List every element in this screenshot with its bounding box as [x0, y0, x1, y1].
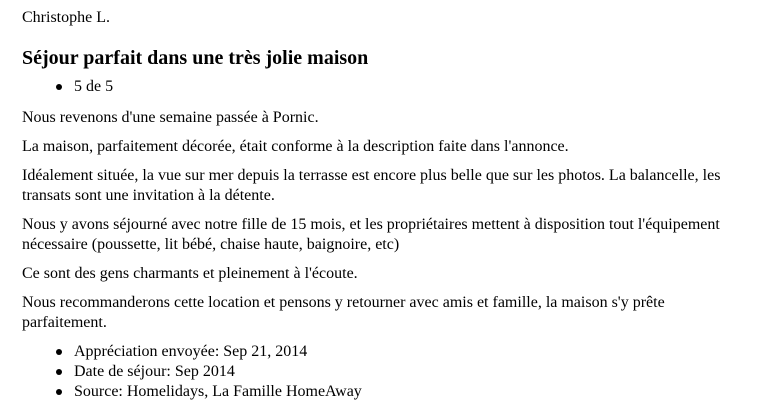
- meta-text: Appréciation envoyée: Sep 21, 2014: [74, 343, 308, 360]
- meta-text: Source: Homelidays, La Famille HomeAway: [74, 383, 362, 400]
- bullet-icon: [56, 84, 62, 90]
- review-stay-date: [74, 362, 722, 382]
- review-title: Séjour parfait dans une très jolie maison: [22, 47, 369, 69]
- review-paragraph: Ce sont des gens charmants et pleinement à l'écoute.: [22, 265, 358, 282]
- review-paragraph: Nous revenons d'une semaine passée à Pornic.: [22, 109, 319, 126]
- review-paragraph: Nous recommanderons cette location et pensons y retourner avec amis et famille, la maison s'y prête parfaitement.: [22, 294, 665, 331]
- review-paragraph: La maison, parfaitement décorée, était conforme à la description faite dans l'annonce.: [22, 138, 569, 155]
- bullet-icon: [56, 389, 62, 395]
- rating-list: [22, 77, 722, 97]
- rating-item: [74, 77, 722, 97]
- bullet-icon: [56, 369, 62, 375]
- review-paragraph: Idéalement située, la vue sur mer depuis la terrasse est encore plus belle que sur les photos. La balancelle, les transats sont une invitation à la détente.: [22, 167, 721, 204]
- rating-text: 5 de 5: [74, 78, 114, 95]
- review-meta-list: [22, 342, 722, 402]
- review-source: [74, 382, 722, 402]
- review-body: [22, 108, 722, 333]
- bullet-icon: [56, 349, 62, 355]
- review-paragraph: Nous y avons séjourné avec notre fille de 15 mois, et les propriétaires mettent à disposition tout l'équipement nécessaire (poussette, lit bébé, chaise haute, baignoire, etc): [22, 216, 720, 253]
- review-author: Christophe L.: [22, 9, 110, 26]
- meta-text: Date de séjour: Sep 2014: [74, 363, 235, 380]
- review-submitted-date: [74, 342, 722, 362]
